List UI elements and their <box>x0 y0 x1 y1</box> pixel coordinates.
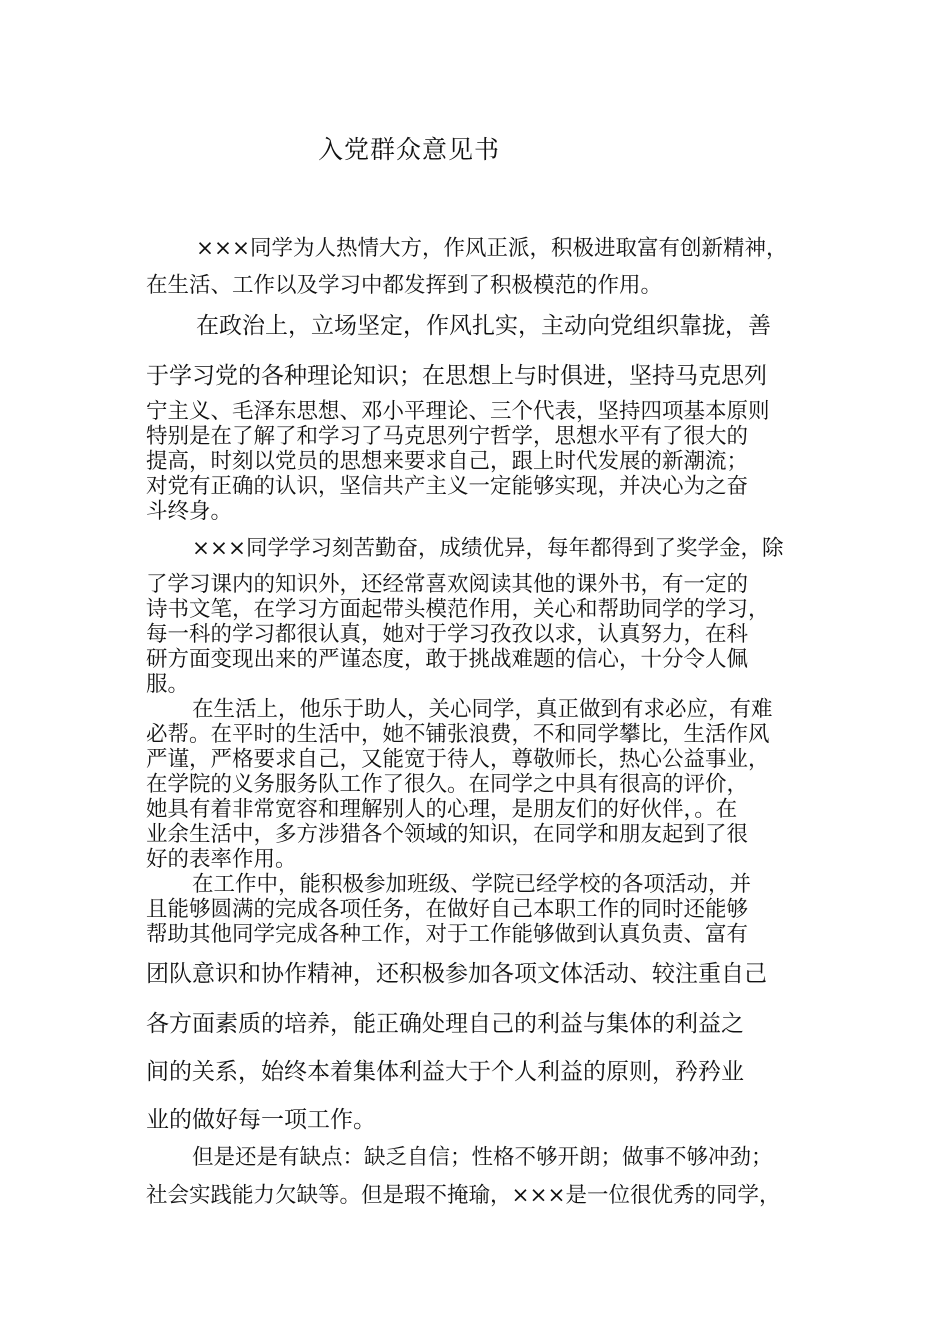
paragraph-line: 各方面素质的培养，能正确处理自己的利益与集体的利益之 <box>146 1011 744 1037</box>
paragraph-line: 了学习课内的知识外，还经常喜欢阅读其他的课外书，有一定的 <box>146 572 749 597</box>
paragraph-line: ×××同学为人热情大方，作风正派，积极进取富有创新精神， <box>196 236 788 261</box>
paragraph-line: 必帮。在平时的生活中，她不铺张浪费，不和同学攀比，生活作风 <box>146 722 770 747</box>
paragraph-line: 间的关系，始终本着集体利益大于个人利益的原则，矜矜业 <box>146 1059 744 1085</box>
paragraph-line: 诗书文笔，在学习方面起带头模范作用，关心和帮助同学的学习， <box>146 597 770 622</box>
paragraph-line: 特别是在了解了和学习了马克思列宁哲学，思想水平有了很大的 <box>146 424 749 449</box>
paragraph-line: 斗终身。 <box>146 499 233 524</box>
paragraph-line: 严谨，严格要求自己，又能宽于待人，尊敬师长，热心公益事业， <box>146 747 770 772</box>
paragraph-line: 提高，时刻以党员的思想来要求自己，跟上时代发展的新潮流； <box>146 449 749 474</box>
paragraph-line: 每一科的学习都很认真，她对于学习孜孜以求，认真努力，在科 <box>146 622 749 647</box>
document-title: 入党群众意见书 <box>318 135 501 164</box>
paragraph-line: 团队意识和协作精神，还积极参加各项文体活动、较注重自己 <box>146 961 767 987</box>
paragraph-line: 在学院的义务服务队工作了很久。在同学之中具有很高的评价， <box>146 772 749 797</box>
paragraph-line: 宁主义、毛泽东思想、邓小平理论、三个代表，坚持四项基本原则 <box>146 399 770 424</box>
paragraph-line: 对党有正确的认识，坚信共产主义一定能够实现，并决心为之奋 <box>146 474 749 499</box>
paragraph-line: 业的做好每一项工作。 <box>146 1107 376 1133</box>
paragraph-line: 她具有着非常宽容和理解别人的心理，是朋友们的好伙伴，。在 <box>146 797 738 822</box>
paragraph-line: 但是还是有缺点：缺乏自信；性格不够开朗；做事不够冲劲； <box>192 1145 773 1170</box>
paragraph-line: 业余生活中，多方涉猎各个领域的知识，在同学和朋友起到了很 <box>146 822 749 847</box>
paragraph-line: 在生活上，他乐于助人，关心同学，真正做到有求必应，有难 <box>192 697 773 722</box>
paragraph-line: 好的表率作用。 <box>146 847 297 872</box>
paragraph-line: ×××同学学习刻苦勤奋，成绩优异，每年都得到了奖学金，除 <box>192 536 784 561</box>
paragraph-line: 于学习党的各种理论知识；在思想上与时俱进，坚持马克思列 <box>146 363 767 389</box>
paragraph-line: 研方面变现出来的严谨态度，敢于挑战难题的信心，十分令人佩 <box>146 647 749 672</box>
paragraph-line: 帮助其他同学完成各种工作，对于工作能够做到认真负责、富有 <box>146 922 749 947</box>
paragraph-line: 在政治上，立场坚定，作风扎实，主动向党组织靠拢，善 <box>196 313 771 339</box>
paragraph-line: 在工作中，能积极参加班级、学院已经学校的各项活动，并 <box>192 872 752 897</box>
paragraph-line: 在生活、工作以及学习中都发挥到了积极模范的作用。 <box>146 273 663 298</box>
paragraph-line: 服。 <box>146 672 190 697</box>
paragraph-line: 且能够圆满的完成各项任务，在做好自己本职工作的同时还能够 <box>146 897 749 922</box>
paragraph-line: 社会实践能力欠缺等。但是瑕不掩瑜，×××是一位很优秀的同学， <box>146 1183 781 1208</box>
